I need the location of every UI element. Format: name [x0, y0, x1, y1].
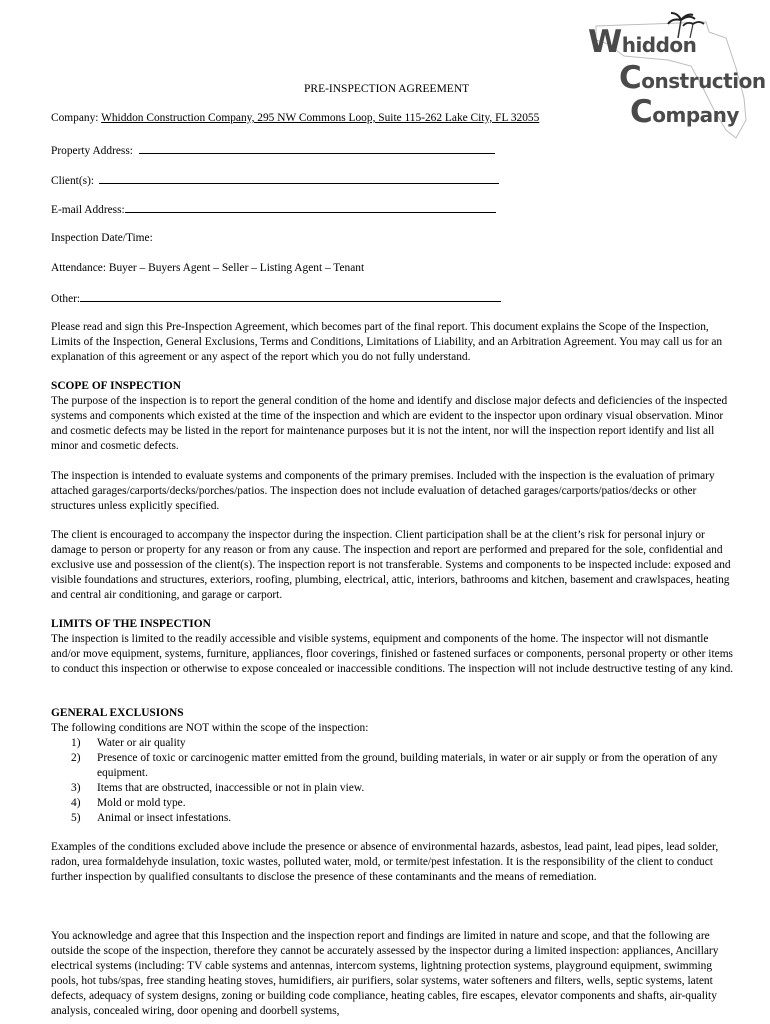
company-value: Whiddon Construction Company, 295 NW Commons Loop, Suite 115-262 Lake City, FL 32055 [101, 112, 540, 124]
logo-text: ompany [652, 103, 739, 127]
acknowledgement-paragraph: You acknowledge and agree that this Inspection and the inspection report and findings are limited in nature and scope, and that the following are outside the scope of the inspection, therefore they cannot be accurately assessed by the inspector during a limited inspection: appliances, Ancillary electrical systems (including: TV cable systems and antennas, intercom systems, lightning protection systems, playground equipment, swimming pools, hot tubs/spas, free standing heating stoves, humidifiers, air purifiers, solar systems, water softeners and filters, wells, septic systems, latent defects, adequacy of system designs, zoning or building code compliance, heating cables, fire escapes, elevator components and shafts, air-quality analysis, concealed wiring, door opening and doorbell systems, [51, 930, 719, 1017]
document-title: PRE-INSPECTION AGREEMENT [304, 83, 470, 95]
scope-section [51, 379, 736, 454]
exclusions-heading: GENERAL EXCLUSIONS [51, 707, 184, 719]
list-item [51, 811, 736, 826]
list-item-number: 5) [71, 812, 81, 824]
clients-input-line[interactable] [99, 172, 499, 184]
limits-paragraph: The inspection is limited to the readily accessible and visible systems, equipment and components of the home. The inspector will not dismantle and/or move equipment, systems, furniture, appliances, floor coverings, finished or fastened surfaces or components, personal property or other items to conduct this inspection or otherwise to expose concealed or inaccessible conditions. The inspection will not include destructive testing of any kind. [51, 633, 734, 675]
property-address-label: Property Address: [51, 145, 133, 157]
logo-initial: C [619, 60, 642, 96]
logo-initial: C [630, 94, 653, 130]
property-address-field [51, 142, 495, 159]
list-item-number: 4) [71, 797, 81, 809]
scope-paragraph-2: The inspection is intended to evaluate systems and components of the primary premises. Included with the inspection is the evaluation of primary attached garages/carports/decks/porches/patios. The inspection does not include evaluation of detached garages/carports/patios/decks or other structures unless explicitly specified. [51, 470, 715, 512]
list-item-text: Mold or mold type. [97, 797, 186, 809]
exclusions-list [51, 736, 736, 826]
email-field [51, 201, 496, 218]
scope-paragraph-3: The client is encouraged to accompany the inspector during the inspection. Client participation shall be at the client’s risk for personal injury or damage to person or property for any reason or from any cause. The inspection and report are performed and prepared for the sole, confidential and exclusive use and possession of the client(s). The inspection report is not transferable. Systems and components to be inspected include: exposed and visible foundations and structures, exteriors, roofing, plumbing, electrical, attic, interiors, bathrooms and kitchen, basement and crawlspaces, heating and central air conditioning, and garage or carport. [51, 529, 731, 601]
email-label: E-mail Address: [51, 204, 125, 216]
list-item-number: 1) [71, 737, 81, 749]
list-item-text: Items that are obstructed, inaccessible or not in plain view. [97, 782, 365, 794]
inspection-datetime-field: Inspection Date/Time: [51, 232, 153, 244]
list-item [51, 796, 736, 811]
other-label: Other: [51, 293, 81, 305]
exclusions-intro: The following conditions are NOT within the scope of the inspection: [51, 722, 369, 734]
company-logo [586, 8, 766, 143]
intro-paragraph [51, 320, 736, 365]
email-input-line[interactable] [125, 201, 496, 213]
other-input-line[interactable] [80, 290, 501, 302]
logo-line-3 [630, 94, 739, 130]
scope-heading: SCOPE OF INSPECTION [51, 380, 181, 392]
clients-field [51, 172, 499, 189]
logo-line-1 [588, 24, 696, 60]
limits-heading: LIMITS OF THE INSPECTION [51, 618, 211, 630]
list-item-text: Animal or insect infestations. [97, 812, 232, 824]
attendance-line: Attendance: Buyer – Buyers Agent – Seller – Listing Agent – Tenant [51, 262, 365, 274]
intro-text: Please read and sign this Pre-Inspection Agreement, which becomes part of the final report. This document explains the Scope of the Inspection, Limits of the Inspection, General Exclusions, Terms and Conditions, Limitations of Liability, and an Arbitration Agreement. You may call us for an explanation of this agreement or any aspect of the report which you do not fully understand. [51, 321, 723, 363]
limits-section [51, 617, 736, 677]
logo-initial: W [588, 24, 622, 60]
list-item [51, 736, 736, 751]
list-item [51, 751, 736, 781]
logo-line-2 [619, 60, 766, 96]
logo-text: onstruction [641, 69, 766, 93]
list-item-number: 2) [71, 752, 81, 764]
list-item-text: Presence of toxic or carcinogenic matter emitted from the ground, building materials, in water or air supply or from the operation of any equipment. [97, 752, 718, 779]
logo-text: hiddon [621, 33, 697, 57]
company-label: Company: [51, 112, 102, 124]
list-item-number: 3) [71, 782, 81, 794]
other-field [51, 290, 501, 307]
scope-paragraph-1: The purpose of the inspection is to report the general condition of the home and identify and disclose major defects and deficiencies of the inspected systems and components which existed at the time of the inspection and which are evident to the inspector upon ordinary visual observation. Minor and cosmetic defects may be listed in the report for maintenance purposes but it is not the intent, nor will the inspection report identify and list all minor and cosmetic defects. [51, 395, 728, 452]
exclusions-section [51, 706, 736, 826]
exclusions-examples-paragraph: Examples of the conditions excluded above include the presence or absence of environmental hazards, asbestos, lead paint, lead pipes, lead solder, radon, urea formaldehyde insulation, toxic wastes, polluted water, mold, or termite/pest infestation. It is the responsibility of the client to conduct further inspection by qualified consultants to disclose the presence of these contaminants and the means of remediation. [51, 841, 719, 883]
company-field [51, 111, 539, 126]
list-item [51, 781, 736, 796]
property-address-input-line[interactable] [139, 142, 495, 154]
clients-label: Client(s): [51, 175, 95, 187]
list-item-text: Water or air quality [97, 737, 186, 749]
